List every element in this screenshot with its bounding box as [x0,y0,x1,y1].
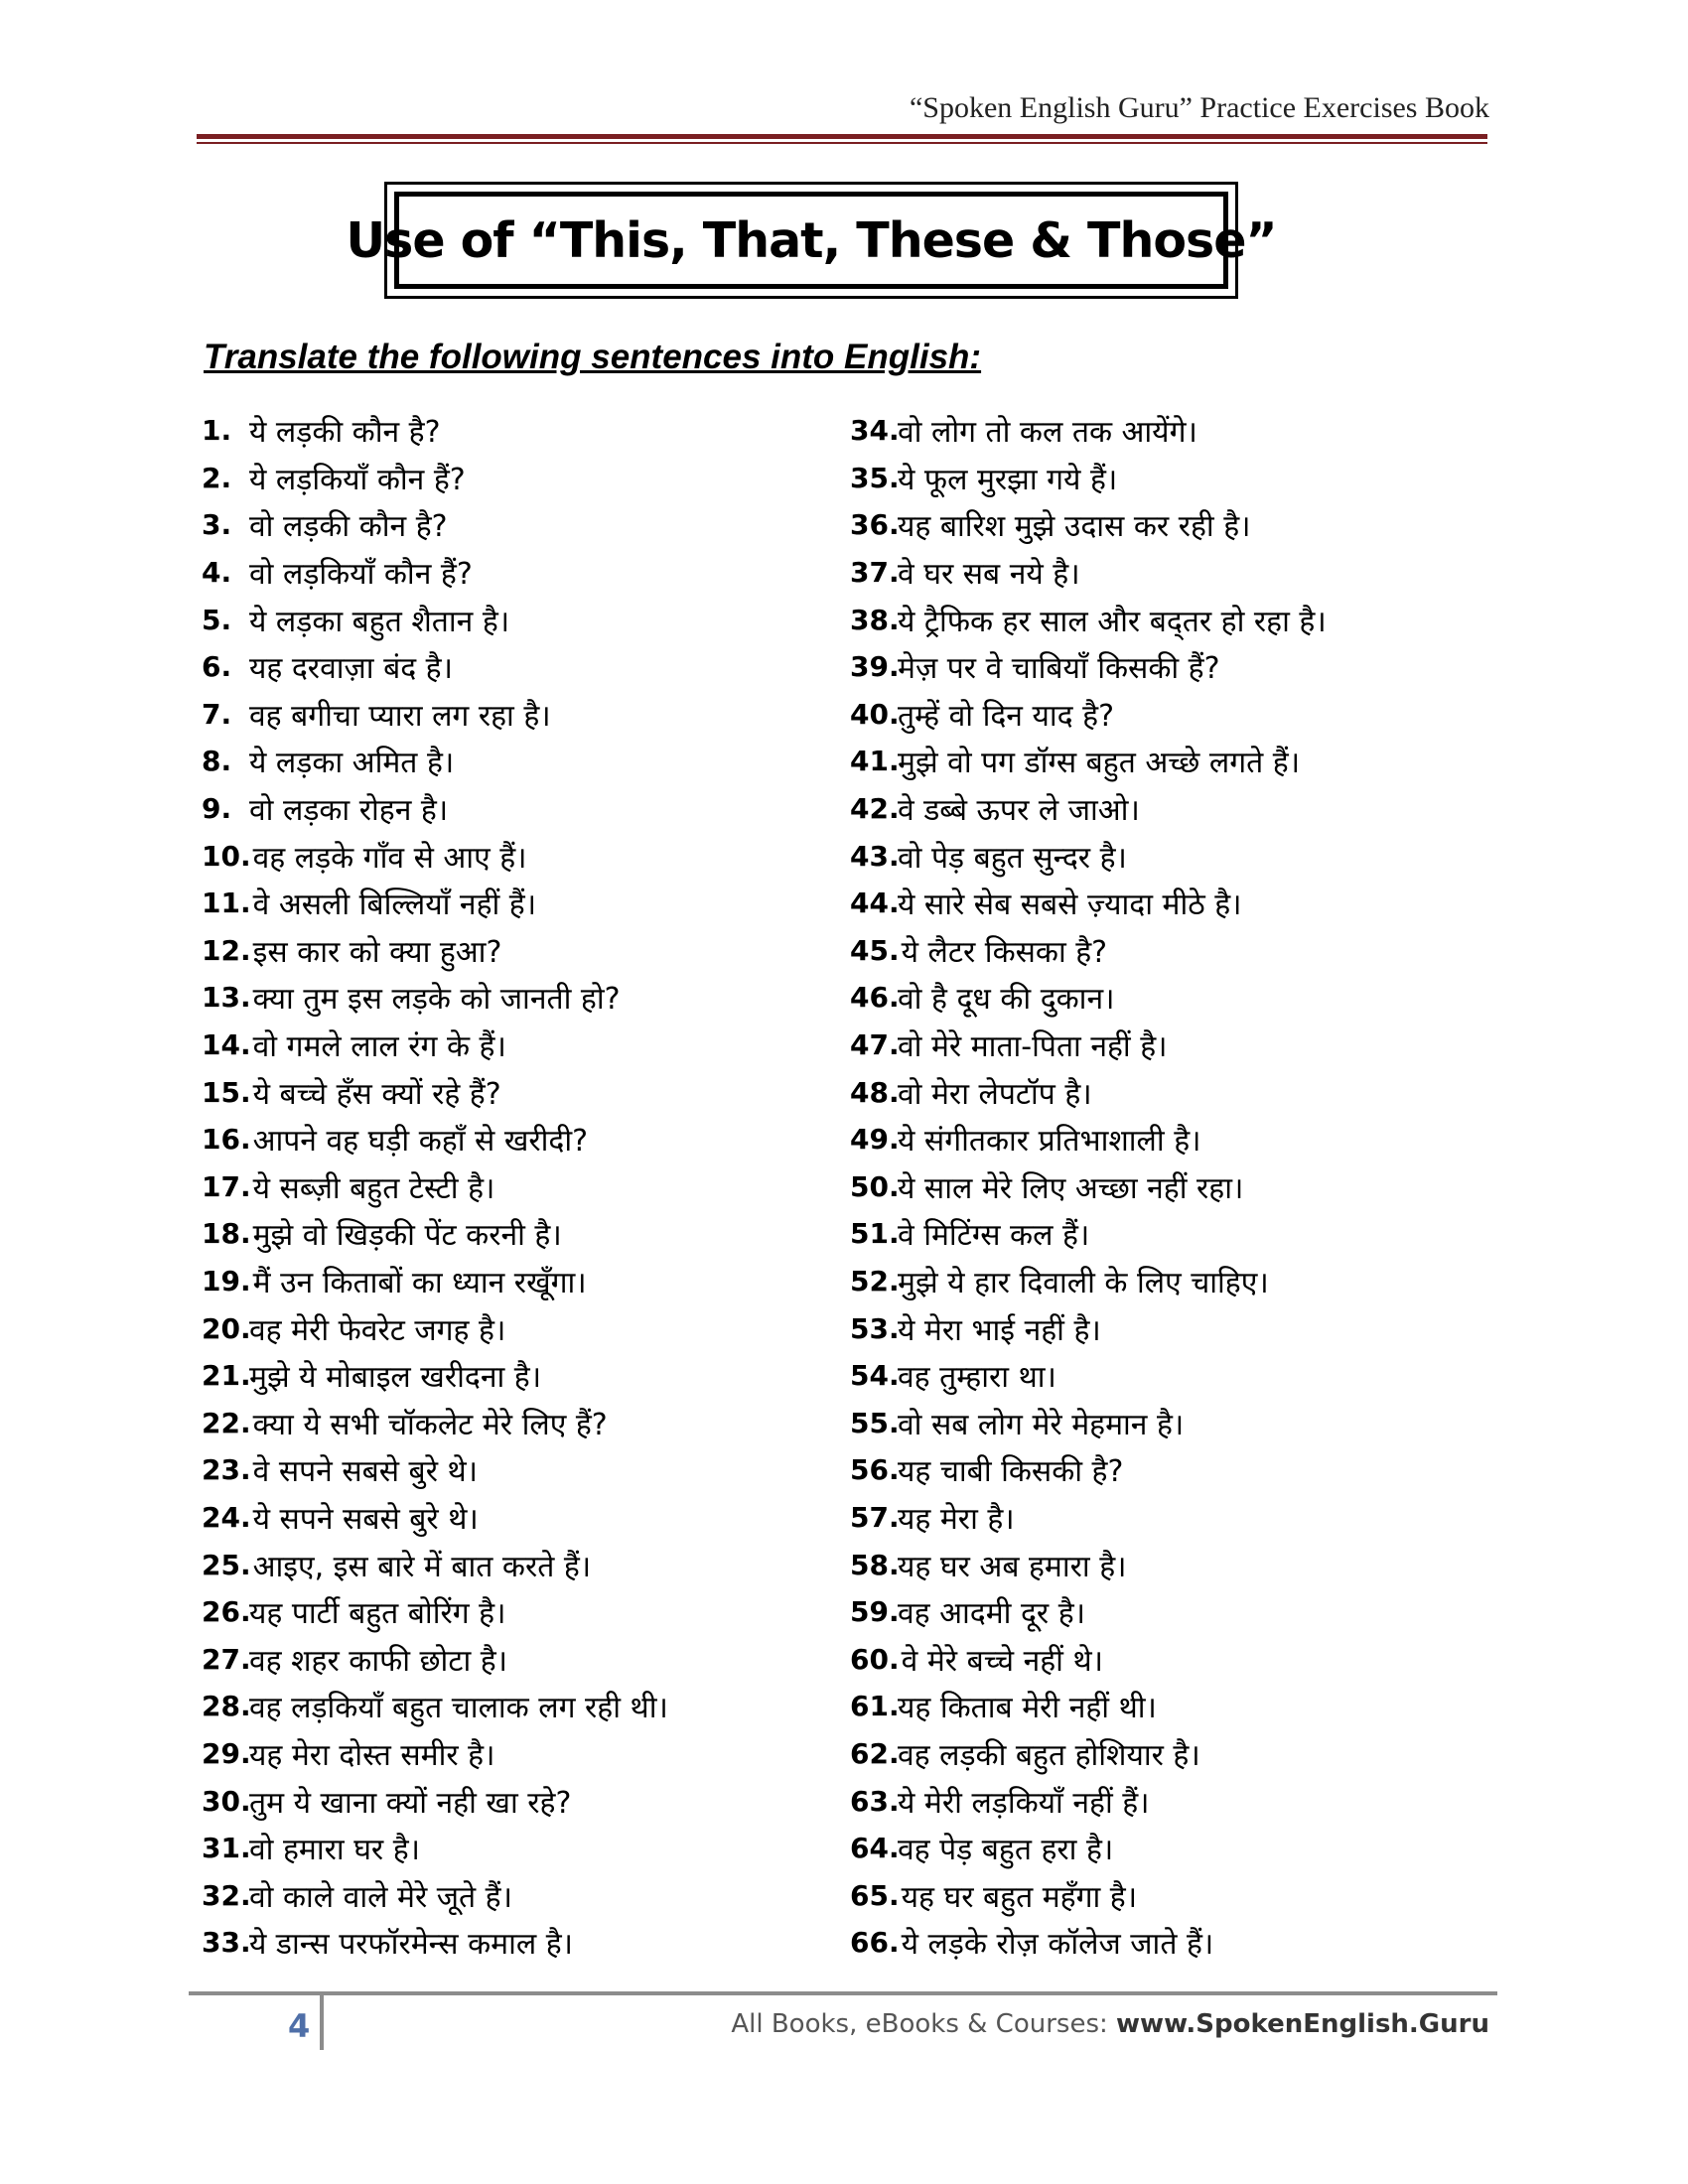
list-item [850,1210,1485,1258]
item-number: 9. [202,792,232,826]
list-item [850,1825,1485,1872]
footer-site-link[interactable]: www.SpokenEnglish.Guru [1116,2009,1489,2039]
item-number: 8. [202,745,232,778]
list-item [202,738,837,785]
hindi-sentence: क्या तुम इस लड़के को जानती हो? [252,982,621,1018]
hindi-sentence: वो लड़की कौन है? [249,509,448,545]
hindi-sentence: ये लड़का अमित है। [249,746,455,781]
hindi-sentence: आइए, इस बारे में बात करते हैं। [252,1549,592,1584]
item-number: 4. [202,556,232,590]
hindi-sentence: वो लड़का रोहन है। [249,793,449,829]
list-item [202,1541,837,1588]
item-number: 3. [202,508,232,542]
item-number: 10. [202,839,251,873]
item-number: 30. [202,1784,251,1818]
hindi-sentence: मुझे वो पग डॉग्स बहुत अच्छे लगते हैं। [898,746,1301,781]
list-item [850,643,1485,691]
title-box [346,182,1277,299]
item-number: 66. [850,1926,900,1960]
item-number: 60. [850,1642,900,1676]
list-item [850,738,1485,785]
hindi-sentence: वे मेरे बच्चे नहीं थे। [901,1643,1104,1679]
list-item [202,1022,837,1069]
hindi-sentence: यह घर बहुत महँगा है। [901,1879,1138,1915]
list-item [202,549,837,597]
hindi-sentence: वह मेरी फेवरेट जगह है। [249,1312,506,1348]
item-number: 21. [202,1359,251,1393]
list-item [202,1919,837,1967]
list-item [850,1635,1485,1683]
list-item [850,1068,1485,1116]
list-item [202,1304,837,1352]
item-number: 43. [850,839,900,873]
item-number: 13. [202,981,251,1015]
hindi-sentence: मेज़ पर वे चाबियाँ किसकी हैं? [898,651,1220,687]
item-number: 25. [202,1548,251,1581]
list-item [850,501,1485,549]
list-item [850,1541,1485,1588]
hindi-sentence: ये लड़का बहुत शैतान है। [249,604,510,639]
list-item [850,1919,1485,1967]
item-number: 49. [850,1123,900,1157]
item-number: 53. [850,1311,900,1345]
hindi-sentence: ये सारे सेब सबसे ज़्यादा मीठे है। [898,887,1242,923]
item-number: 55. [850,1406,900,1439]
item-number: 54. [850,1359,900,1393]
hindi-sentence: यह घर अब हमारा है। [898,1549,1127,1584]
list-item [202,691,837,739]
hindi-sentence: वो पेड़ बहुत सुन्दर है। [898,840,1127,876]
list-item [202,1871,837,1919]
item-number: 29. [202,1736,251,1770]
item-number: 28. [202,1690,251,1723]
hindi-sentence: ये साल मेरे लिए अच्छा नहीं रहा। [898,1170,1244,1206]
hindi-sentence: क्या ये सभी चॉकलेट मेरे लिए हैं? [252,1407,608,1442]
list-item [202,1210,837,1258]
list-item [202,1068,837,1116]
hindi-sentence: मैं उन किताबों का ध्यान रखूँगा। [252,1265,587,1300]
list-item [202,1683,837,1730]
list-item [202,1730,837,1778]
item-number: 47. [850,1028,900,1062]
hindi-sentence: वो काले वाले मेरे जूते हैं। [249,1879,512,1915]
hindi-sentence: वह लड़कियाँ बहुत चालाक लग रही थी। [249,1691,668,1726]
hindi-sentence: वह लड़की बहुत होशियार है। [898,1737,1200,1773]
item-number: 56. [850,1453,900,1487]
item-number: 50. [850,1169,900,1203]
list-item [202,407,837,455]
hindi-sentence: वो मेरे माता-पिता नहीं है। [898,1029,1168,1065]
hindi-sentence: वह पेड़ बहुत हरा है। [898,1833,1114,1868]
list-item [850,1399,1485,1446]
item-number: 42. [850,792,900,826]
page-number-divider [320,1995,324,2050]
hindi-sentence: ये लड़के रोज़ कॉलेज जाते हैं। [901,1927,1214,1963]
item-number: 20. [202,1311,251,1345]
list-item [202,785,837,833]
hindi-sentence: वह आदमी दूर है। [898,1596,1086,1632]
list-item [202,1825,837,1872]
list-item [202,1352,837,1400]
hindi-sentence: वे घर सब नये है। [898,557,1080,593]
hindi-sentence: वो गमले लाल रंग के हैं। [252,1029,506,1065]
hindi-sentence: ये लैटर किसका है? [901,934,1108,970]
item-number: 11. [202,887,251,920]
list-item [850,455,1485,502]
item-number: 46. [850,981,900,1015]
item-number: 40. [850,697,900,731]
item-number: 41. [850,745,900,778]
list-item [202,643,837,691]
hindi-sentence: यह बारिश मुझे उदास कर रही है। [898,509,1251,545]
hindi-sentence: ये बच्चे हँस क्यों रहे हैं? [252,1076,501,1112]
hindi-sentence: वो लोग तो कल तक आयेंगे। [898,415,1197,451]
list-item [850,880,1485,927]
hindi-sentence: आपने वह घड़ी कहाँ से खरीदी? [252,1124,589,1160]
item-number: 12. [202,933,251,967]
hindi-sentence: ये मेरा भाई नहीं है। [898,1312,1101,1348]
item-number: 24. [202,1500,251,1534]
hindi-sentence: मुझे ये हार दिवाली के लिए चाहिए। [898,1265,1269,1300]
item-number: 44. [850,887,900,920]
sentence-list-right [850,407,1485,1967]
hindi-sentence: ये संगीतकार प्रतिभाशाली है। [898,1124,1201,1160]
hindi-sentence: वह बगीचा प्यारा लग रहा है। [249,698,551,734]
item-number: 19. [202,1264,251,1297]
hindi-sentence: वो लड़कियाँ कौन हैं? [249,557,473,593]
hindi-sentence: वह तुम्हारा था। [898,1360,1056,1396]
page-title: Use of “This, That, These & Those” [346,211,1277,269]
list-item [850,1871,1485,1919]
list-item [850,596,1485,643]
hindi-sentence: ये मेरी लड़कियाँ नहीं हैं। [898,1785,1150,1821]
item-number: 2. [202,461,232,494]
sentence-list-left [202,407,837,1967]
item-number: 27. [202,1642,251,1676]
item-number: 5. [202,603,232,636]
item-number: 16. [202,1123,251,1157]
item-number: 36. [850,508,900,542]
hindi-sentence: वो सब लोग मेरे मेहमान है। [898,1407,1185,1442]
footer-rule [189,1991,1497,1995]
hindi-sentence: यह मेरा दोस्त समीर है। [249,1737,495,1773]
item-number: 33. [202,1926,251,1960]
item-number: 17. [202,1169,251,1203]
hindi-sentence: तुम्हें वो दिन याद है? [898,698,1114,734]
page-number: 4 [288,2007,311,2045]
hindi-sentence: इस कार को क्या हुआ? [252,934,502,970]
list-item [850,1588,1485,1636]
list-item [202,1116,837,1163]
item-number: 63. [850,1784,900,1818]
item-number: 61. [850,1690,900,1723]
list-item [202,1399,837,1446]
list-item [850,1116,1485,1163]
item-number: 62. [850,1736,900,1770]
item-number: 45. [850,933,900,967]
hindi-sentence: वे डब्बे ऊपर ले जाओ। [898,793,1140,829]
footer-text [731,2009,1489,2039]
hindi-sentence: यह पार्टी बहुत बोरिंग है। [249,1596,506,1632]
hindi-sentence: ये लड़कियाँ कौन हैं? [249,462,466,497]
item-number: 58. [850,1548,900,1581]
hindi-sentence: वे असली बिल्लियाँ नहीं हैं। [252,887,537,923]
item-number: 18. [202,1217,251,1251]
list-item [850,1683,1485,1730]
instruction-heading: Translate the following sentences into English: [204,338,982,376]
list-item [850,1494,1485,1542]
hindi-sentence: मुझे ये मोबाइल खरीदना है। [249,1360,542,1396]
hindi-sentence: ये ट्रैफिक हर साल और बद्तर हो रहा है। [898,604,1327,639]
hindi-sentence: ये लड़की कौन है? [249,415,441,451]
list-item [850,974,1485,1022]
hindi-sentence: तुम ये खाना क्यों नही खा रहे? [249,1785,572,1821]
hindi-sentence: वो है दूध की दुकान। [898,982,1115,1018]
list-item [850,1352,1485,1400]
list-item [202,832,837,880]
header-rule-thin [197,142,1487,144]
item-number: 65. [850,1878,900,1912]
list-item [850,1022,1485,1069]
hindi-sentence: ये सब्ज़ी बहुत टेस्टी है। [252,1170,495,1206]
item-number: 52. [850,1264,900,1297]
hindi-sentence: यह दरवाज़ा बंद है। [249,651,453,687]
list-item [202,596,837,643]
list-item [850,832,1485,880]
list-item [202,927,837,975]
list-item [850,927,1485,975]
item-number: 14. [202,1028,251,1062]
footer-prefix: All Books, eBooks & Courses: [731,2009,1117,2039]
item-number: 31. [202,1832,251,1865]
item-number: 1. [202,414,232,448]
item-number: 37. [850,556,900,590]
item-number: 51. [850,1217,900,1251]
hindi-sentence: वे मिटिंग्स कल हैं। [898,1218,1090,1254]
item-number: 7. [202,697,232,731]
item-number: 57. [850,1500,900,1534]
list-item [202,1777,837,1825]
list-item [202,1588,837,1636]
hindi-sentence: ये सपने सबसे बुरे थे। [252,1501,479,1537]
list-item [850,785,1485,833]
header-rule [197,134,1487,139]
item-number: 23. [202,1453,251,1487]
list-item [202,1635,837,1683]
item-number: 48. [850,1075,900,1109]
list-item [850,1446,1485,1494]
item-number: 59. [850,1595,900,1629]
item-number: 64. [850,1832,900,1865]
hindi-sentence: यह चाबी किसकी है? [898,1454,1124,1490]
list-item [850,1163,1485,1211]
hindi-sentence: ये फूल मुरझा गये हैं। [898,462,1118,497]
hindi-sentence: मुझे वो खिड़की पेंट करनी है। [252,1218,562,1254]
item-number: 6. [202,650,232,684]
hindi-sentence: वह शहर काफी छोटा है। [249,1643,508,1679]
running-header: “Spoken English Guru” Practice Exercises Book [909,91,1489,124]
item-number: 35. [850,461,900,494]
list-item [850,691,1485,739]
list-item [850,1304,1485,1352]
list-item [850,1258,1485,1305]
hindi-sentence: यह मेरा है। [898,1501,1015,1537]
item-number: 38. [850,603,900,636]
hindi-sentence: वो मेरा लेपटॉप है। [898,1076,1092,1112]
hindi-sentence: वह लड़के गाँव से आए हैं। [252,840,527,876]
list-item [202,1258,837,1305]
list-item [850,1777,1485,1825]
item-number: 22. [202,1406,251,1439]
hindi-sentence: वो हमारा घर है। [249,1833,421,1868]
list-item [202,974,837,1022]
list-item [202,455,837,502]
item-number: 15. [202,1075,251,1109]
list-item [202,501,837,549]
list-item [850,1730,1485,1778]
item-number: 34. [850,414,900,448]
hindi-sentence: यह किताब मेरी नहीं थी। [898,1691,1157,1726]
list-item [850,407,1485,455]
hindi-sentence: ये डान्स परफॉरमेन्स कमाल है। [249,1927,574,1963]
list-item [202,880,837,927]
list-item [850,549,1485,597]
list-item [202,1494,837,1542]
item-number: 32. [202,1878,251,1912]
list-item [202,1163,837,1211]
list-item [202,1446,837,1494]
item-number: 39. [850,650,900,684]
hindi-sentence: वे सपने सबसे बुरे थे। [252,1454,479,1490]
item-number: 26. [202,1595,251,1629]
